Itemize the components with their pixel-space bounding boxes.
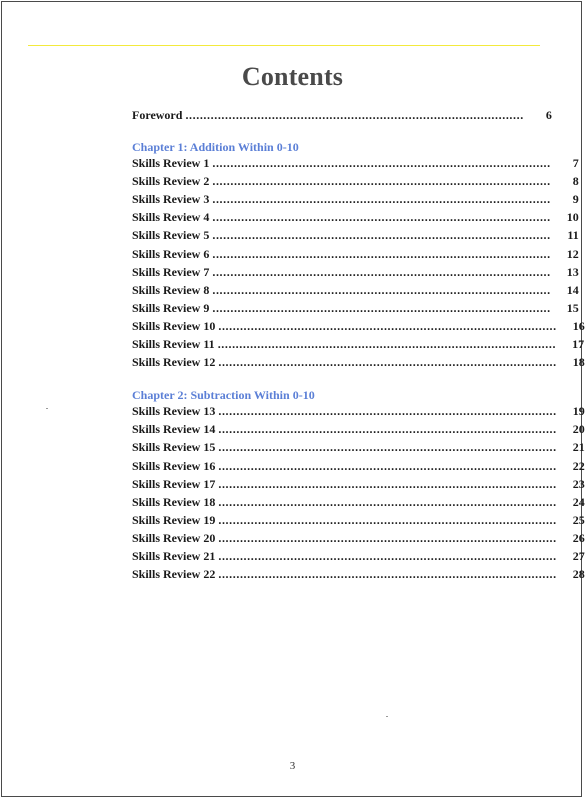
toc-entry-page: 16 [572,318,585,333]
toc-entry-label: Skills Review 4 [132,210,210,225]
toc-entry-label: Foreword [132,108,183,122]
toc-entry-page: 20 [572,422,585,437]
toc-entry-page: 21 [572,440,585,455]
dot-leader: .............................................................................................. [212,282,551,297]
scan-speck [386,716,388,717]
toc-entry[interactable] [132,548,585,567]
toc-entry[interactable] [132,192,579,210]
toc-entry-label: Skills Review 15 [132,440,216,455]
dot-leader: .............................................................................................. [218,512,557,527]
dot-leader: .............................................................................................. [218,458,557,473]
toc-entry-page: 14 [566,282,579,297]
toc-entry[interactable] [132,512,585,531]
dot-leader: .............................................................................................. [218,318,557,333]
toc-entry-page: 13 [566,264,579,279]
toc-entry-label: Skills Review 20 [132,530,216,545]
toc-entry-page: 10 [566,210,579,225]
dot-leader: .............................................................................................. [218,355,557,370]
dot-leader: .............................................................................................. [212,192,551,207]
toc-entry-page: 19 [572,404,585,419]
toc-entry-label: Skills Review 8 [132,282,210,297]
toc-entry-page: 26 [572,530,585,545]
toc-entry-label: Skills Review 14 [132,422,216,437]
toc-entry-page: 15 [566,300,579,315]
toc-entry[interactable] [132,458,585,477]
toc-entry-label: Skills Review 18 [132,494,216,509]
toc-entry-label: Skills Review 16 [132,458,216,473]
toc-entry[interactable] [132,300,579,319]
dot-leader: .............................................................................................. [218,530,557,545]
toc-entry-label: Skills Review 7 [132,264,210,279]
toc-entry-label: Skills Review 5 [132,228,210,243]
dot-leader: .............................................................................................. [185,108,524,122]
dot-leader: .............................................................................................. [218,440,557,455]
toc-entry-page: 9 [572,192,579,207]
dot-leader: .............................................................................................. [212,156,551,171]
dot-leader: .............................................................................................. [218,548,557,563]
toc-entry-page: 18 [572,355,585,370]
toc-entry-label: Skills Review 3 [132,192,210,207]
toc-entry[interactable] [132,228,579,246]
dot-leader: .............................................................................................. [212,300,551,315]
toc-entry[interactable] [132,440,585,458]
dot-leader: .............................................................................................. [218,494,557,509]
dot-leader: .............................................................................................. [217,337,557,352]
toc-entry-page: 22 [572,458,585,473]
toc-entry-label: Skills Review 6 [132,246,210,261]
toc-entry-label: Skills Review 10 [132,318,216,333]
toc-entry-foreword[interactable] [132,108,552,126]
toc-entry[interactable] [132,318,585,337]
page-number: 3 [289,760,296,772]
dot-leader: .............................................................................................. [218,422,557,437]
toc-entry-label: Skills Review 12 [132,355,216,370]
toc-entry-page: 6 [545,108,552,122]
dot-leader: .............................................................................................. [212,210,551,225]
toc-entry[interactable] [132,337,585,355]
toc-entry-label: Skills Review 19 [132,512,216,527]
toc-entry[interactable] [132,355,585,373]
toc-entry[interactable] [132,494,585,513]
toc-entry-label: Skills Review 17 [132,476,216,491]
scan-speck [46,408,48,409]
toc-entry[interactable] [132,476,585,495]
toc-entry[interactable] [132,567,585,585]
dot-leader: .............................................................................................. [212,264,551,279]
toc-entry-page: 25 [572,512,585,527]
toc-entry[interactable] [132,264,579,283]
chapter-heading[interactable]: Chapter 1: Addition Within 0-10 [132,140,299,155]
toc-entry-page: 27 [572,548,585,563]
page-title: Contents [241,62,344,91]
toc-entry[interactable] [132,422,585,440]
chapter-heading[interactable]: Chapter 2: Subtraction Within 0-10 [132,388,315,403]
toc-entry-label: Skills Review 13 [132,404,216,419]
toc-entry[interactable] [132,246,579,265]
dot-leader: .............................................................................................. [212,228,551,243]
toc-entry-label: Skills Review 11 [132,337,215,352]
toc-entry-page: 7 [572,156,579,171]
toc-entry[interactable] [132,210,579,228]
toc-entry[interactable] [132,404,585,422]
dot-leader: .............................................................................................. [212,246,551,261]
dot-leader: .............................................................................................. [218,476,557,491]
toc-entry[interactable] [132,174,579,192]
toc-entry-page: 12 [566,246,579,261]
dot-leader: .............................................................................................. [218,404,557,419]
toc-entry-page: 11 [567,228,579,243]
table-of-contents [132,108,585,585]
chapter-list [132,138,585,585]
toc-entry[interactable] [132,530,585,549]
toc-entry-page: 24 [572,494,585,509]
header-rule [28,45,540,46]
toc-entry-page: 17 [572,337,585,352]
toc-entry-label: Skills Review 1 [132,156,210,171]
toc-entry-page: 23 [572,476,585,491]
toc-entry-label: Skills Review 9 [132,300,210,315]
toc-entry-label: Skills Review 21 [132,548,216,563]
dot-leader: .............................................................................................. [212,174,551,189]
toc-entry-label: Skills Review 22 [132,567,216,582]
toc-entry-page: 8 [572,174,579,189]
toc-entry[interactable] [132,282,579,301]
dot-leader: .............................................................................................. [218,567,557,582]
toc-entry[interactable] [132,156,579,174]
toc-entry-page: 28 [572,567,585,582]
toc-entry-label: Skills Review 2 [132,174,210,189]
